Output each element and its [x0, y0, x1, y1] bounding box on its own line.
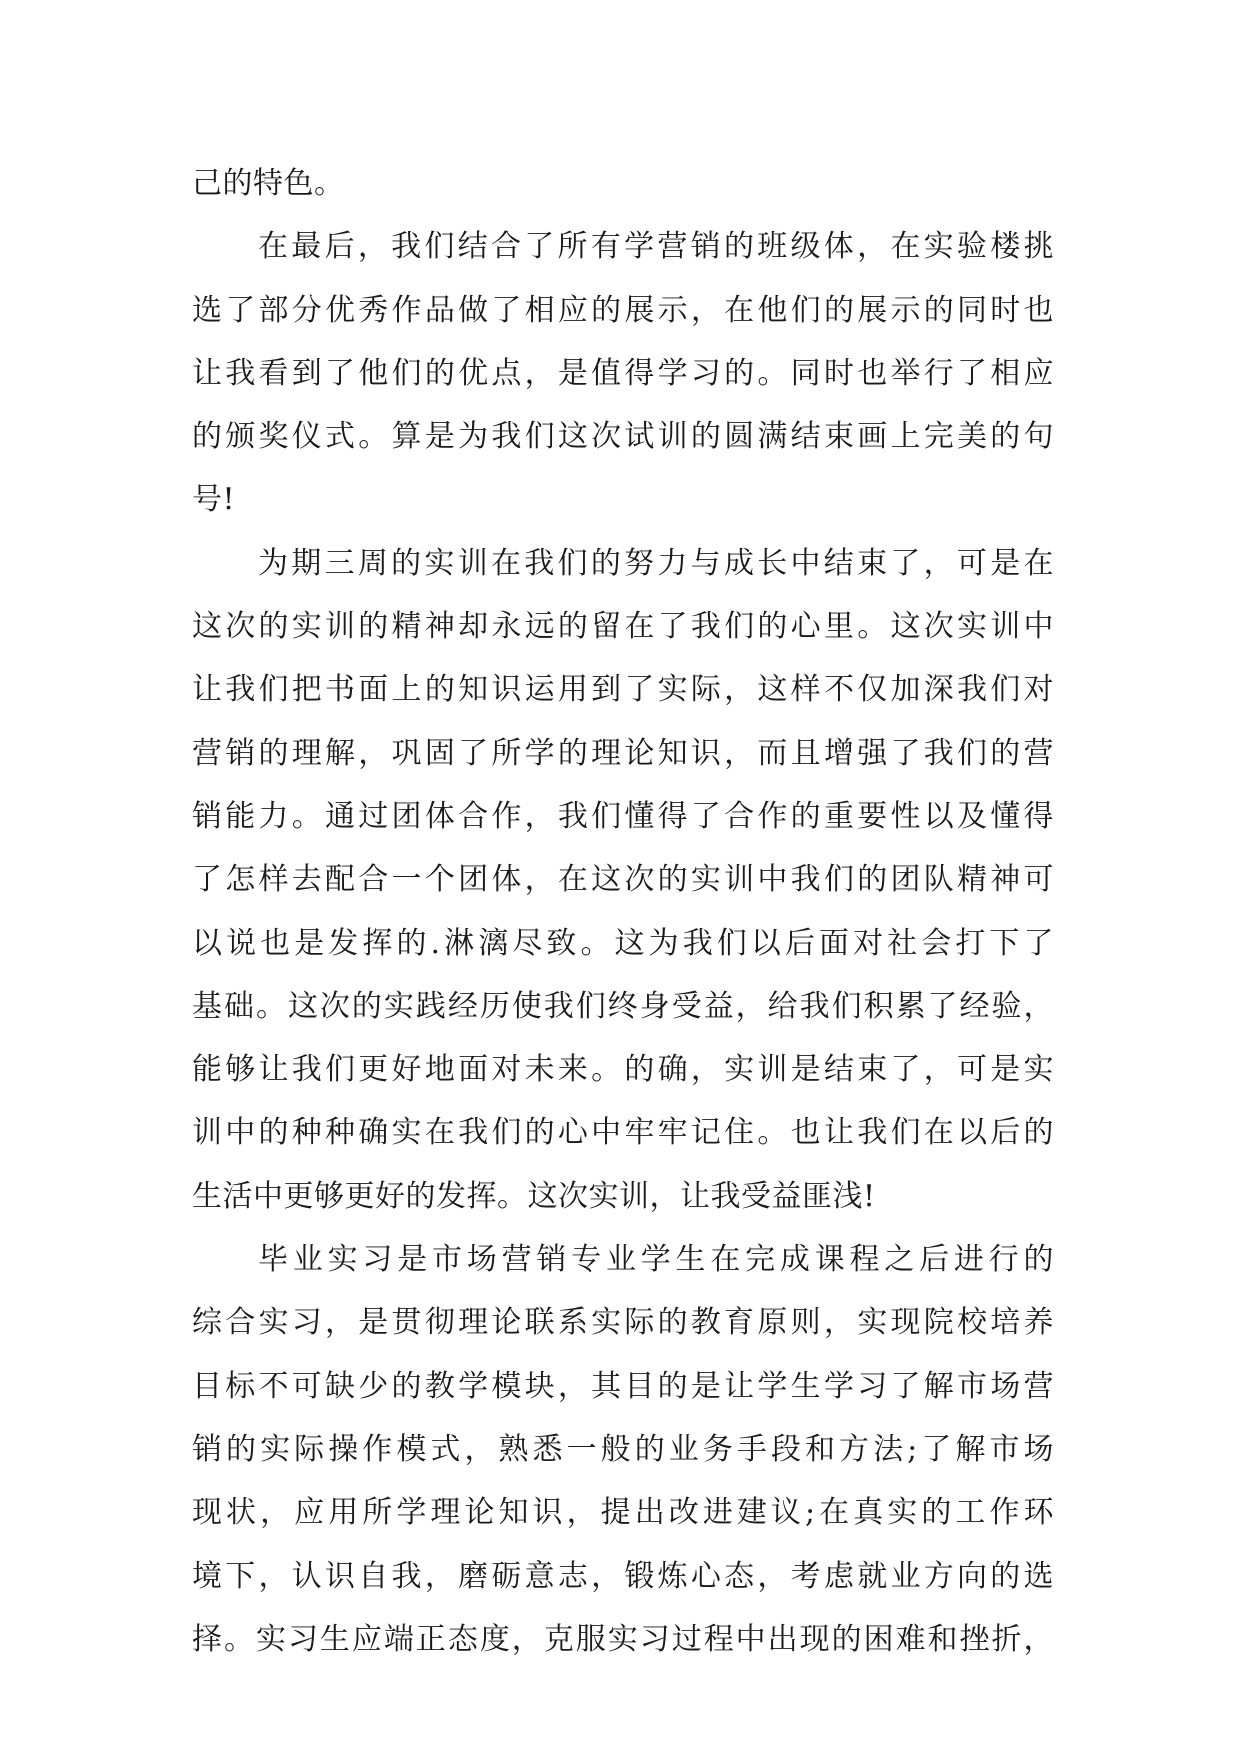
text-line: 让我看到了他们的优点，是值得学习的。同时也举行了相应: [192, 355, 1054, 391]
text-line: 综合实习，是贯彻理论联系实际的教育原则，实现院校培养: [192, 1305, 1054, 1341]
text-line: 生活中更够更好的发挥。这次实训，让我受益匪浅!: [192, 1178, 876, 1214]
text-line: 号!: [192, 482, 236, 518]
text-line: 现状，应用所学理论知识，提出改进建议;在真实的工作环: [192, 1495, 1054, 1531]
text-line: 目标不可缺少的教学模块，其目的是让学生学习了解市场营: [192, 1368, 1054, 1404]
paragraph-first-line: 在最后，我们结合了所有学营销的班级体，在实验楼挑: [258, 229, 1054, 265]
body-text: [192, 152, 1054, 1671]
text-line: 以说也是发挥的.淋漓尽致。这为我们以后面对社会打下了: [192, 925, 1054, 961]
text-line: 能够让我们更好地面对未来。的确，实训是结束了，可是实: [192, 1052, 1054, 1088]
text-line: 选了部分优秀作品做了相应的展示，在他们的展示的同时也: [192, 292, 1054, 328]
text-line: 了怎样去配合一个团体，在这次的实训中我们的团队精神可: [192, 862, 1054, 898]
text-line: 的颁奖仪式。算是为我们这次试训的圆满结束画上完美的句: [192, 419, 1054, 455]
text-line: 销的实际操作模式，熟悉一般的业务手段和方法;了解市场: [192, 1431, 1054, 1467]
text-line: 训中的种种确实在我们的心中牢牢记住。也让我们在以后的: [192, 1115, 1054, 1151]
text-line: 这次的实训的精神却永远的留在了我们的心里。这次实训中: [192, 609, 1054, 645]
text-line: 销能力。通过团体合作，我们懂得了合作的重要性以及懂得: [192, 798, 1054, 834]
text-line: 营销的理解，巩固了所学的理论知识，而且增强了我们的营: [192, 735, 1054, 771]
paragraph-first-line: 毕业实习是市场营销专业学生在完成课程之后进行的: [258, 1242, 1054, 1278]
text-line: 境下，认识自我，磨砺意志，锻炼心态，考虑就业方向的选: [192, 1558, 1054, 1594]
text-line: 己的特色。: [192, 166, 345, 201]
text-line: 让我们把书面上的知识运用到了实际，这样不仅加深我们对: [192, 672, 1054, 708]
text-line: 基础。这次的实践经历使我们终身受益，给我们积累了经验，: [192, 988, 1054, 1024]
paragraph-first-line: 为期三周的实训在我们的努力与成长中结束了，可是在: [258, 545, 1054, 581]
text-line: 择。实习生应端正态度，克服实习过程中出现的困难和挫折，: [192, 1621, 1054, 1657]
